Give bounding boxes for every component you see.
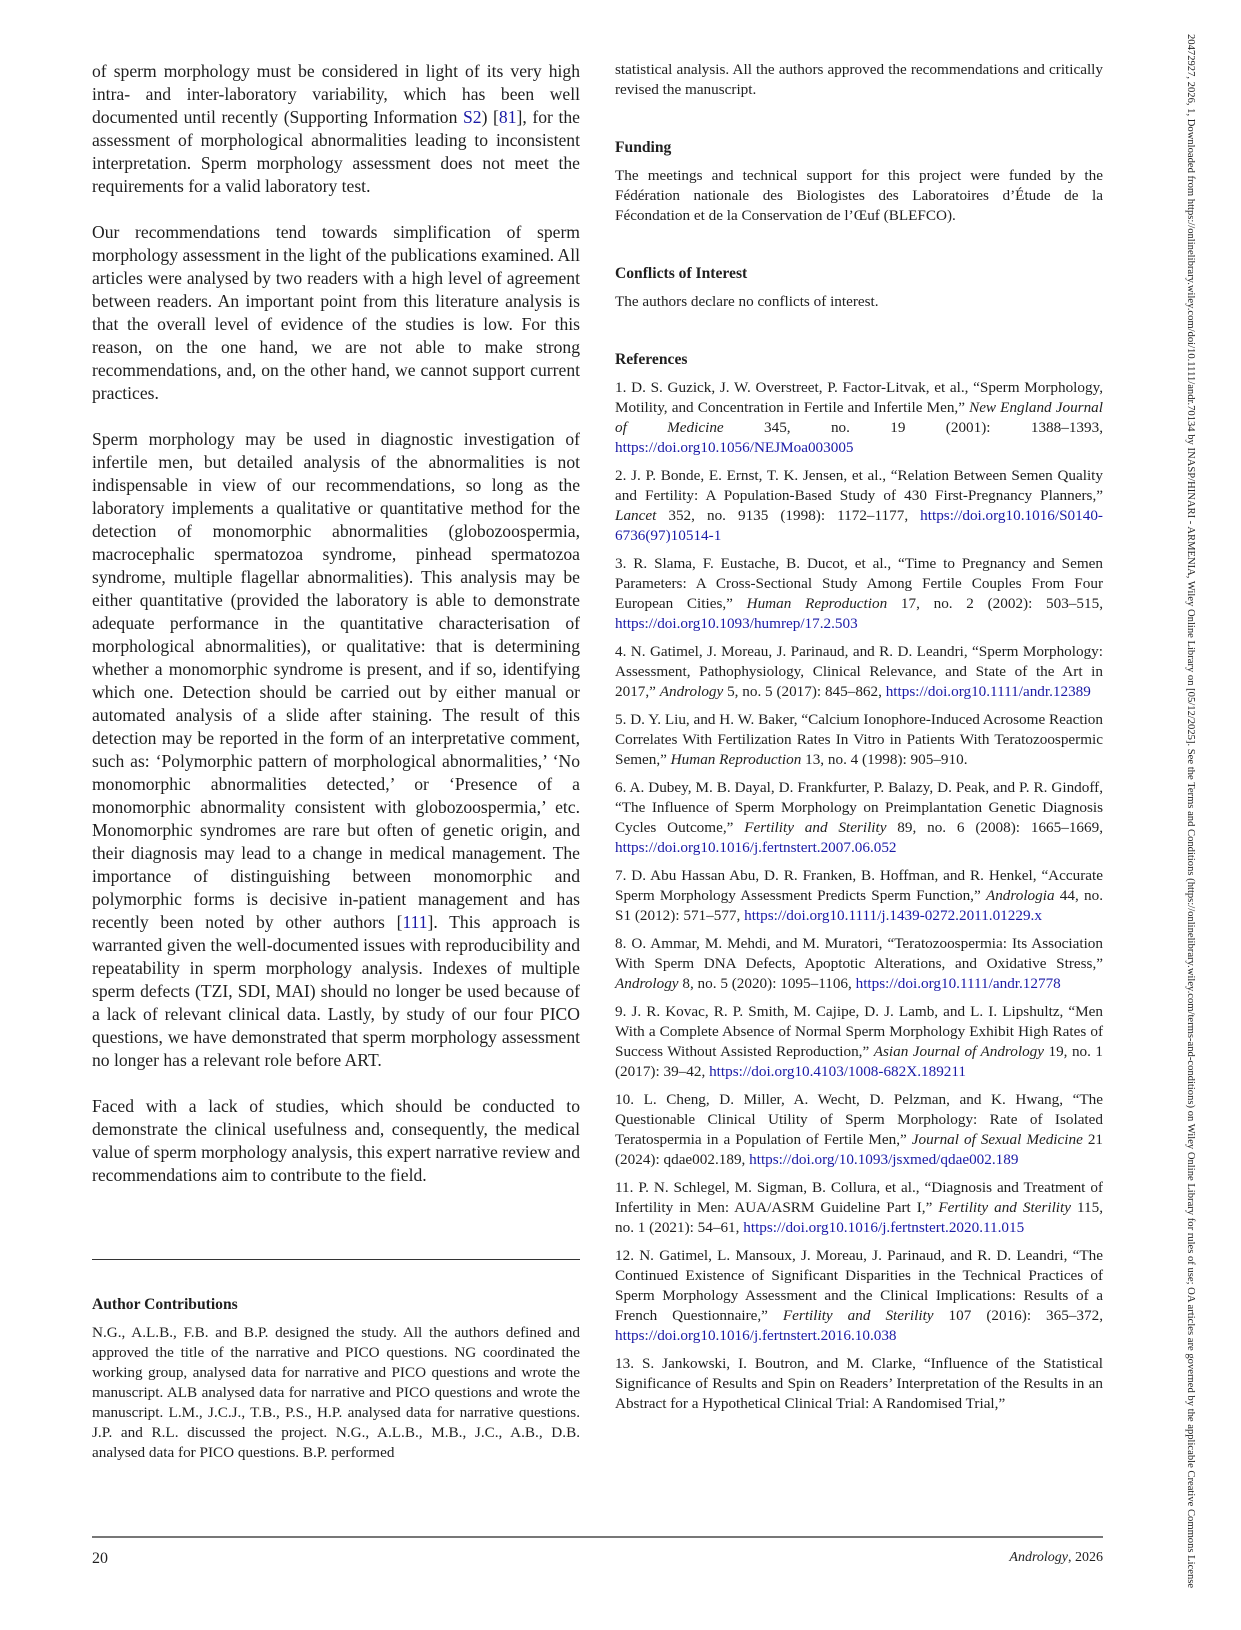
conflicts-heading: Conflicts of Interest xyxy=(615,265,748,282)
reference-item: 6. A. Dubey, M. B. Dayal, D. Frankfurter, P. Balazy, D. Peak, and P. R. Gindoff, “The Influence of Sperm Morphology on Preimplantation Genetic Diagnosis Cycles Outcome,” Fertility and Sterility 89, no. 6 (2008): 1665–1669, https://doi.org10.1016/j.fertnstert.2007.06.052 xyxy=(615,779,1103,856)
doi-link[interactable]: https://doi.org10.1111/andr.12389 xyxy=(885,683,1091,700)
supporting-info-link[interactable]: S2 xyxy=(463,107,482,127)
body-paragraph-1: of sperm morphology must be considered in light of its very high intra- and inter-laboratory variability, which has been well documented until recently (Supporting Information S2) [81], for the assessment of morphological abnormalities leading to inconsistent interpretation. Sperm morphology assessment does not meet the requirements for a valid laboratory test. xyxy=(92,61,580,196)
reference-item: 12. N. Gatimel, L. Mansoux, J. Moreau, J. Parinaud, and R. D. Leandri, “The Continued Existence of Significant Disparities in the Technical Practices of Sperm Morphology Assessment and the Clinical Implications: Results of a French Questionnaire,” Fertility and Sterility 107 (2016): 365–372, https://doi.org10.1016/j.fertnstert.2016.10.038 xyxy=(615,1247,1103,1344)
doi-link[interactable]: https://doi.org10.1111/andr.12778 xyxy=(855,975,1061,992)
reference-item: 1. D. S. Guzick, J. W. Overstreet, P. Factor-Litvak, et al., “Sperm Morphology, Motility, and Concentration in Fertile and Infertile Men,” New England Journal of Medicine 345, no. 19 (2001): 1388–1393, https://doi.org10.1056/NEJMoa003005 xyxy=(615,379,1103,456)
reference-item: 9. J. R. Kovac, R. P. Smith, M. Cajipe, D. J. Lamb, and L. I. Lipshultz, “Men With a Complete Absence of Normal Sperm Morphology Exhibit High Rates of Success Without Assisted Reproduction,” Asian Journal of Andrology 19, no. 1 (2017): 39–42, https://doi.org10.4103/1008-682X.189211 xyxy=(615,1003,1103,1080)
reference-item: 2. J. P. Bonde, E. Ernst, T. K. Jensen, et al., “Relation Between Semen Quality and Fertility: A Population-Based Study of 430 First-Pregnancy Planners,” Lancet 352, no. 9135 (1998): 1172–1177, https://doi.org10.1016/S0140-6736(97)10514-1 xyxy=(615,467,1103,544)
citation-link-81[interactable]: 81 xyxy=(498,107,517,127)
citation-link-111[interactable]: 111 xyxy=(402,912,428,932)
reference-item: 13. S. Jankowski, I. Boutron, and M. Clarke, “Influence of the Statistical Significance of Results and Spin on Readers’ Interpretation of the Results in an Abstract for a Hypothetical Clinical Trial: A Randomised Trial,” xyxy=(615,1355,1103,1412)
funding-heading: Funding xyxy=(615,139,672,156)
reference-item: 4. N. Gatimel, J. Moreau, J. Parinaud, and R. D. Leandri, “Sperm Morphology: Assessment, Pathophysiology, Clinical Relevance, and State of the Art in 2017,” Andrology 5, no. 5 (2017): 845–862, https://doi.org10.1111/andr.12389 xyxy=(615,643,1103,700)
journal-footer xyxy=(1009,1550,1103,1566)
doi-link[interactable]: https://doi.org10.4103/1008-682X.189211 xyxy=(709,1063,967,1080)
body-paragraph-4: Faced with a lack of studies, which should be conducted to demonstrate the clinical usefulness and, consequently, the medical value of sperm morphology analysis, this expert narrative review and recommendations aim to contribute to the field. xyxy=(92,1096,580,1185)
doi-link[interactable]: https://doi.org10.1093/humrep/17.2.503 xyxy=(615,615,858,632)
author-contributions-continuation: statistical analysis. All the authors approved the recommendations and critically revised the manuscript. xyxy=(615,61,1103,98)
author-contributions-text: N.G., A.L.B., F.B. and B.P. designed the study. All the authors defined and approved the title of the narrative and PICO questions. NG coordinated the working group, analysed data for narrative and PICO questions and wrote the manuscript. ALB analysed data for narrative and PICO questions and wrote the manuscript. L.M., J.C.J., T.B., P.S., H.P. analysed data for narrative questions. J.P. and R.L. discussed the project. N.G., A.L.B., M.B., J.C., A.B., D.B. analysed data for PICO questions. B.P. performed xyxy=(92,1324,580,1461)
doi-link[interactable]: https://doi.org10.1016/j.fertnstert.2007.06.052 xyxy=(615,839,897,856)
journal-year: , 2026 xyxy=(1068,1550,1103,1565)
author-contributions-heading: Author Contributions xyxy=(92,1296,238,1313)
left-column xyxy=(92,60,580,1210)
reference-item: 10. L. Cheng, D. Miller, A. Wecht, D. Pelzman, and K. Hwang, “The Questionable Clinical Utility of Sperm Morphology: Rate of Isolated Teratospermia in a Population of Fertile Men,” Journal of Sexual Medicine 21 (2024): qdae002.189, https://doi.org/10.1093/jsxmed/qdae002.189 xyxy=(615,1091,1104,1168)
author-contributions-section xyxy=(92,1295,580,1463)
right-column xyxy=(615,60,1103,1422)
doi-link[interactable]: https://doi.org10.1016/j.fertnstert.2016.10.038 xyxy=(615,1327,897,1344)
body-paragraph-3: Sperm morphology may be used in diagnostic investigation of infertile men, but detailed analysis of the abnormalities is not indispensable in view of our recommendations, so long as the laboratory implements a qualitative or quantitative method for the detection of monomorphic abnormalities (globozoospermia, macrocephalic spermatozoa syndrome, pinhead spermatozoa syndrome, multiple flagellar abnormalities). This analysis may be either quantitative (provided the laboratory is able to demonstrate adequate performance in the quantitative characterisation of morphological abnormalities), or qualitative: that is determining whether a monomorphic syndrome is present, and if so, identifying which one. Detection should be carried out by either manual or automated analysis of a slide after staining. The result of this detection may be reported in the form of an interpretative comment, such as: ‘Polymorphic pattern of morphological abnormalities,’ ‘No monomorphic abnormalities detected,’ or ‘Presence of a monomorphic abnormality consistent with globozoospermia,’ etc. Monomorphic syndromes are rare but often of genetic origin, and their diagnosis may lead to a change in medical management. The importance of distinguishing between monomorphic and polymorphic forms is decisive in-patient management and has recently been noted by other authors [111]. This approach is warranted given the well-documented issues with reproducibility and repeatability in sperm morphology analysis. Indexes of multiple sperm defects (TZI, SDI, MAI) should no longer be used because of a lack of relevant clinical data. Lastly, by study of our four PICO questions, we have demonstrated that sperm morphology assessment no longer has a relevant role before ART. xyxy=(92,429,580,1070)
doi-link[interactable]: https://doi.org10.1016/S0140-6736(97)10514-1 xyxy=(615,507,1103,544)
funding-text: The meetings and technical support for this project were funded by the Fédération nationale des Biologistes des Laboratoires d’Étude de la Fécondation et de la Conservation de l’Œuf (BLEFCO). xyxy=(615,167,1103,224)
reference-item: 11. P. N. Schlegel, M. Sigman, B. Collura, et al., “Diagnosis and Treatment of Infertility in Men: AUA/ASRM Guideline Part I,” Fertility and Sterility 115, no. 1 (2021): 54–61, https://doi.org10.1016/j.fertnstert.2020.11.015 xyxy=(615,1179,1103,1236)
body-paragraph-2: Our recommendations tend towards simplification of sperm morphology assessment in the light of the publications examined. All articles were analysed by two readers with a high level of agreement between readers. An important point from this literature analysis is that the overall level of evidence of the studies is low. For this reason, on the one hand, we are not able to make strong recommendations, and, on the other hand, we cannot support current practices. xyxy=(92,222,580,403)
reference-item: 8. O. Ammar, M. Mehdi, and M. Muratori, “Teratozoospermia: Its Association With Sperm DNA Defects, Apoptotic Alterations, and Oxidative Stress,” Andrology 8, no. 5 (2020): 1095–1106, https://doi.org10.1111/andr.12778 xyxy=(615,935,1103,992)
doi-link[interactable]: https://doi.org10.1056/NEJMoa003005 xyxy=(615,439,854,456)
reference-item: 5. D. Y. Liu, and H. W. Baker, “Calcium Ionophore-Induced Acrosome Reaction Correlates With Fertilization Rates In Vitro in Patients With Teratozoospermic Semen,” Human Reproduction 13, no. 4 (1998): 905–910. xyxy=(615,711,1103,768)
section-divider xyxy=(92,1259,580,1260)
doi-link[interactable]: https://doi.org/10.1093/jsxmed/qdae002.189 xyxy=(749,1151,1019,1168)
conflicts-text: The authors declare no conflicts of interest. xyxy=(615,293,879,310)
doi-link[interactable]: https://doi.org10.1111/j.1439-0272.2011.01229.x xyxy=(744,907,1042,924)
reference-item: 7. D. Abu Hassan Abu, D. R. Franken, B. Hoffman, and R. Henkel, “Accurate Sperm Morphology Assessment Predicts Sperm Function,” Andrologia 44, no. S1 (2012): 571–577, https://doi.org10.1111/j.1439-0272.2011.01229.x xyxy=(615,867,1103,924)
reference-item: 3. R. Slama, F. Eustache, B. Ducot, et al., “Time to Pregnancy and Semen Parameters: A Cross-Sectional Study Among Fertile Couples From Four European Cities,” Human Reproduction 17, no. 2 (2002): 503–515, https://doi.org10.1093/humrep/17.2.503 xyxy=(615,555,1104,632)
page-number: 20 xyxy=(92,1550,108,1567)
journal-name: Andrology xyxy=(1009,1550,1068,1565)
references-heading: References xyxy=(615,351,688,368)
download-notice-strip: 20472927, 2026, 1, Downloaded from https://onlinelibrary.wiley.com/doi/10.1111/andr.70134 by INASP/HINARI - ARMENIA, Wiley Online Library on [05/12/2025]. See the Terms and Conditions (https://onlinelibrary.wiley.com/terms-and-conditions) on Wiley Online Library for rules of use; OA articles are governed by the applicable Creative Commons License xyxy=(1185,34,1196,1589)
footer-divider xyxy=(92,1536,1103,1538)
doi-link[interactable]: https://doi.org10.1016/j.fertnstert.2020.11.015 xyxy=(743,1219,1025,1236)
references-list xyxy=(615,378,1103,1414)
